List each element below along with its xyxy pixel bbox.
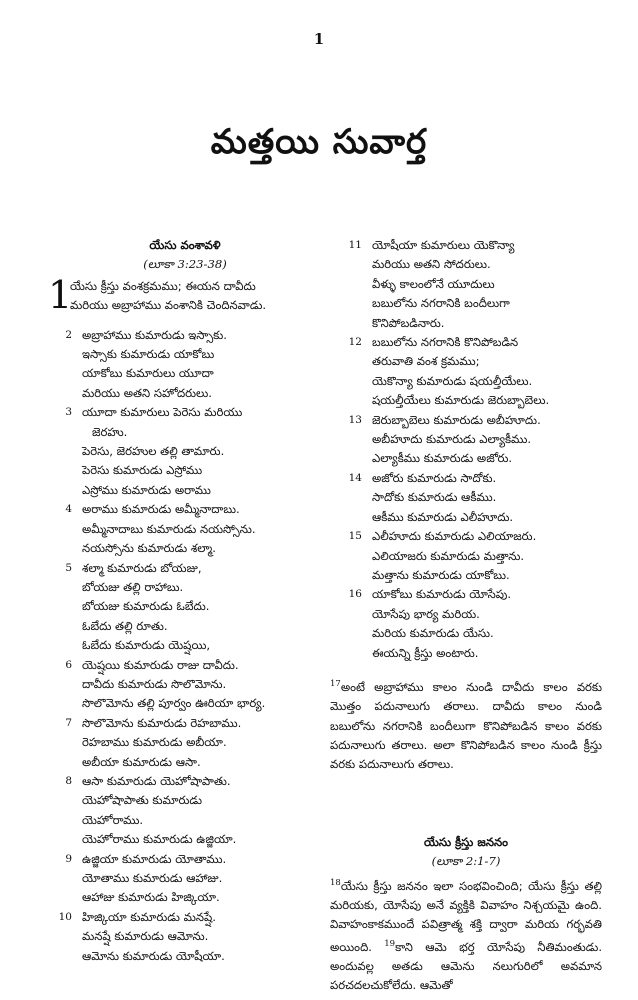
verse-line: అరాము కుమారుడు అమ్మీనాదాబు. <box>82 502 240 517</box>
verse-line: బోయజు తల్లి రాహాబు. <box>82 579 184 594</box>
verse-line: యోతాము కుమారుడు ఆహాజు. <box>82 871 223 885</box>
section-heading: యేసు క్రీస్తు జననం <box>424 834 508 849</box>
verse-line: యోషీయా కుమారులు యెకొన్యా <box>372 238 515 252</box>
verse-line: ఎలియాజరు కుమారుడు మత్తాను. <box>372 548 525 563</box>
verse-line: బబులోను నగరానికి బందీలుగా <box>372 296 510 311</box>
verse-line: బోయజు కుమారుడు ఓబేదు. <box>82 599 210 614</box>
verse-block: 10 హిజ్కియా కుమారుడు మనష్షే. మనష్షే కుమారుడు ఆమోను. ఆమోను కుమారుడు యోషీయా. <box>54 908 316 966</box>
verse-line: ఇస్సాకు కుమారుడు యాకోబు <box>82 347 215 362</box>
page-number: 1 <box>313 30 325 48</box>
verse-line: జెరుబ్బాబెలు కుమారుడు అబీహూదు. <box>372 412 541 427</box>
verse-line: అబీహూదు కుమారుడు ఎల్యాకీము. <box>372 432 532 447</box>
verse-text: అంటే అబ్రాహాము కాలం నుండి దావీదు కాలం వరకు మొత్తం పదునాలుగు తరాలు. దావీదు కాలం నుండి బబులోను నగరానికి బందీలుగా కొనిపోబడిన కాలం వరకు పదునాలుగు తరాలు. అలా కొనిపోబడిన కాలం నుండి క్రీస్తు వరకు పదునాలుగు తరాలు. <box>330 679 602 772</box>
verse-block: 14 అజోరు కుమారుడు సాదోకు. సాదోకు కుమారుడు ఆకీము. ఆకీము కుమారుడు ఎలీహూదు. <box>330 469 602 527</box>
verse-block: 9 ఉజ్జియా కుమారుడు యోతాము. యోతాము కుమారుడు ఆహాజు. ఆహాజు కుమారుడు హిజ్కియా. <box>54 850 316 908</box>
section-reference: (లూకా 2:1-7) <box>431 854 501 869</box>
verse-block: 6 యెష్షయి కుమారుడు రాజు దావీదు. దావీదు కుమారుడు సొలొమోను. సొలొమోను తల్లి పూర్వం ఊరియా భార్య. <box>54 656 316 714</box>
verse-line: యెకొన్యా కుమారుడు షయల్తీయేలు. <box>372 373 533 388</box>
verse-text: యేసు క్రీస్తు జననం ఇలా సంభవించింది; యేసు క్రీస్తు తల్లి మరియకు, యోసేపు అనే వ్యక్తికి వివాహం నిశ్చయమై ఉంది. వివాహంకాకముందే పవిత్రాత్మ శక్తి ద్వారా మరియ గర్భవతి అయింది. <box>330 878 602 954</box>
verse-block: 16 యాకోబు కుమారుడు యోసేపు. యోసేపు భార్య మరియ. మరియ కుమారుడు యేసు. ఈయన్ని క్రీస్తు అంటారు. <box>330 585 602 663</box>
verse-line: యూదా కుమారులు పెరెసు మరియు <box>82 405 243 420</box>
verse-line: సొలొమోను తల్లి పూర్వం ఊరియా భార్య. <box>82 696 266 711</box>
right-column <box>330 236 602 996</box>
verse-line: అబీయా కుమారుడు ఆసా. <box>82 754 201 769</box>
verse-number: 19 <box>384 938 396 949</box>
verse-line: ఆమోను కుమారుడు యోషీయా. <box>82 948 225 963</box>
chapter-intro-text <box>70 277 316 316</box>
intro-line: యేసు క్రీస్తు వంశక్రమము; ఈయన దావీదు <box>70 278 256 293</box>
verse-line: సాదోకు కుమారుడు ఆకీము. <box>372 490 497 505</box>
verse-line: ఈయన్ని క్రీస్తు అంటారు. <box>372 645 479 660</box>
verse-line: దావీదు కుమారుడు సొలొమోను. <box>82 676 227 691</box>
left-column <box>48 236 316 966</box>
verse-18-paragraph <box>330 874 602 996</box>
verse-line: రెహబాము కుమారుడు అబీయా. <box>82 735 227 750</box>
verse-line: మరియ కుమారుడు యేసు. <box>372 626 494 641</box>
verse-number: 17 <box>330 678 341 689</box>
verse-line: ఎలీహూదు కుమారుడు ఎలియాజరు. <box>372 529 537 544</box>
verse-block: 4 అరాము కుమారుడు అమ్మీనాదాబు. అమ్మీనాదాబు కుమారుడు నయస్సోను. నయస్సోను కుమారుడు శల్మా. <box>54 500 316 558</box>
verse-block: 13 జెరుబ్బాబెలు కుమారుడు అబీహూదు. అబీహూదు కుమారుడు ఎల్యాకీము. ఎల్యాకీము కుమారుడు అజోరు. <box>330 411 602 469</box>
verse-line: యెహోరాము. <box>82 812 144 827</box>
right-verse-list <box>330 236 602 663</box>
verse-line: ఎస్రోము కుమారుడు అరాము <box>82 482 211 497</box>
verse-number: 18 <box>330 877 341 888</box>
verse-line: హిజ్కియా కుమారుడు మనష్షే. <box>82 909 216 924</box>
verse-line: అమ్మీనాదాబు కుమారుడు నయస్సోను. <box>82 521 256 536</box>
section-heading: యేసు వంశావళి <box>149 238 221 252</box>
verse-line: యాకోబు కుమారుడు యోసేపు. <box>372 587 512 602</box>
chapter-number: 1 <box>48 272 73 317</box>
intro-line: మరియు అబ్రాహాము వంశానికి చెందినవాడు. <box>70 298 267 313</box>
verse-block: 5 శల్మా కుమారుడు బోయజు, బోయజు తల్లి రాహాబు. బోయజు కుమారుడు ఓబేదు. ఓబేదు తల్లి రూతు. ఓబేదు కుమారుడు యెష్షయి, <box>54 559 316 656</box>
verse-line: మరియు అతని సోదరులు. <box>372 257 491 272</box>
verse-line: ఎల్యాకీము కుమారుడు అజోరు. <box>372 451 513 466</box>
verse-line: శల్మా కుమారుడు బోయజు, <box>82 560 202 575</box>
verse-block: 8 ఆసా కుమారుడు యెహోషాపాతు. యెహోషాపాతు కుమారుడు యెహోరాము. యెహోరాము కుమారుడు ఉజ్జియా. <box>54 772 316 850</box>
verse-line: యాకోబు కుమారులు యూదా <box>82 366 214 381</box>
verse-block: 12 బబులోను నగరానికి కొనిపోబడిన తరువాతి వంశ క్రమము; యెకొన్యా కుమారుడు షయల్తీయేలు. షయల్తీయేలు కుమారుడు జెరుబ్బాబెలు. <box>330 333 602 411</box>
verse-line: ఓబేదు తల్లి రూతు. <box>82 618 168 633</box>
verse-line: మనష్షే కుమారుడు ఆమోను. <box>82 929 209 944</box>
verse-line: అబ్రాహాము కుమారుడు ఇస్సాకు. <box>82 327 227 342</box>
verse-17-paragraph <box>330 675 602 775</box>
verse-line: ఓబేదు కుమారుడు యెష్షయి, <box>82 638 211 653</box>
verse-block: 2 అబ్రాహాము కుమారుడు ఇస్సాకు. ఇస్సాకు కుమారుడు యాకోబు యాకోబు కుమారులు యూదా మరియు అతని సహోదరులు. <box>54 326 316 404</box>
verse-line: పెరెసు, జెరహుల తల్లి తామారు. <box>82 444 225 459</box>
verse-line: జెరహు. <box>92 424 128 439</box>
verse-line: కొనిపోబడినారు. <box>372 315 445 330</box>
verse-line: ఆహాజు కుమారుడు హిజ్కియా. <box>82 890 220 905</box>
verse-line: మరియు అతని సహోదరులు. <box>82 385 212 400</box>
verse-line: ఆకీము కుమారుడు ఎలీహూదు. <box>372 509 514 524</box>
verse-line: ఆసా కుమారుడు యెహోషాపాతు. <box>82 773 231 788</box>
verse-line: బబులోను నగరానికి కొనిపోబడిన <box>372 335 519 350</box>
verse-line: మత్తాను కుమారుడు యాకోబు. <box>372 567 510 582</box>
verse-line: షయల్తీయేలు కుమారుడు జెరుబ్బాబెలు. <box>372 393 550 408</box>
verse-line: పెరెసు కుమారుడు ఎస్రోము <box>82 463 203 478</box>
verse-line: యెహోరాము కుమారుడు ఉజ్జియా. <box>82 832 237 847</box>
left-verse-list <box>54 326 316 966</box>
verse-line: యోసేపు భార్య మరియ. <box>372 606 480 621</box>
verse-line: ఉజ్జియా కుమారుడు యోతాము. <box>82 851 227 866</box>
section-reference: (లూకా 3:23-38) <box>143 257 227 272</box>
verse-line: అజోరు కుమారుడు సాదోకు. <box>372 470 497 485</box>
verse-text: కాని ఆమె భర్త యోసేపు నీతిమంతుడు. అందువల్ల అతడు ఆమెను నలుగురిలో అవమాన పరచదలచుకోలేదు. ఆమెతో <box>330 939 602 993</box>
verse-block: 7 సొలొమోను కుమారుడు రెహబాము. రెహబాము కుమారుడు అబీయా. అబీయా కుమారుడు ఆసా. <box>54 714 316 772</box>
verse-line: యెహోషాపాతు కుమారుడు <box>82 793 202 808</box>
verse-line: యెష్షయి కుమారుడు రాజు దావీదు. <box>82 657 239 672</box>
verse-block: 15 ఎలీహూదు కుమారుడు ఎలియాజరు. ఎలియాజరు కుమారుడు మత్తాను. మత్తాను కుమారుడు యాకోబు. <box>330 527 602 585</box>
verse-line: నయస్సోను కుమారుడు శల్మా. <box>82 541 216 556</box>
chapter-intro <box>48 272 316 317</box>
verse-line: సొలొమోను కుమారుడు రెహబాము. <box>82 715 242 730</box>
verse-block: 3 యూదా కుమారులు పెరెసు మరియు జెరహు. పెరెసు, జెరహుల తల్లి తామారు. పెరెసు కుమారుడు ఎస్రోము ఎస్రోము కుమారుడు అరాము <box>54 403 316 500</box>
verse-block: 11 యోషీయా కుమారులు యెకొన్యా మరియు అతని సోదరులు. వీళ్ళు కాలంలోనే యూదులు బబులోను నగరానికి బందీలుగా కొనిపోబడినారు. <box>330 236 602 333</box>
book-title: మత్తయి సువార్త <box>210 122 428 162</box>
verse-line: వీళ్ళు కాలంలోనే యూదులు <box>372 276 495 291</box>
verse-line: తరువాతి వంశ క్రమము; <box>372 354 480 369</box>
